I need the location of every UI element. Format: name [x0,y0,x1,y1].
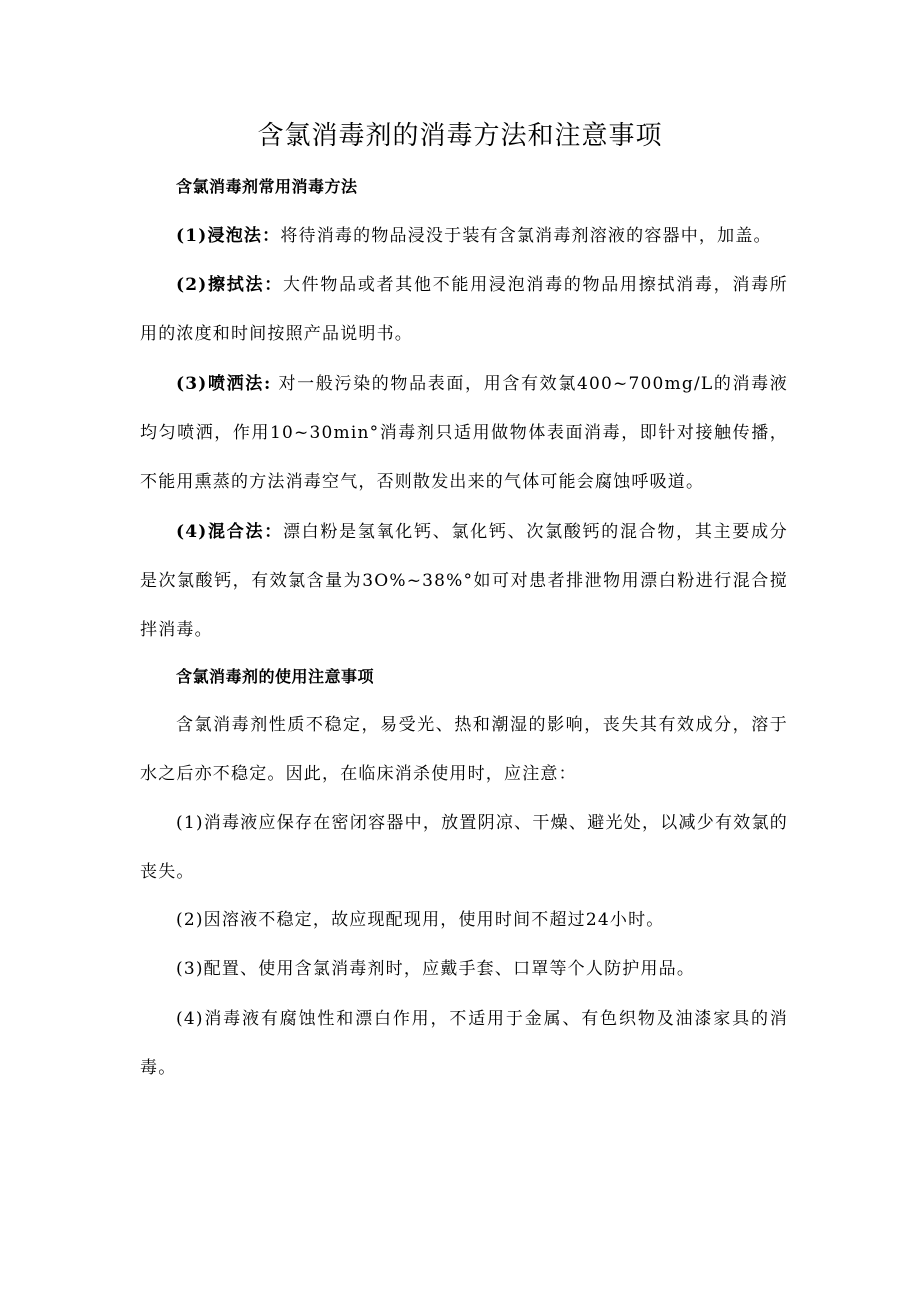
section-heading-methods: 含氯消毒剂常用消毒方法 [176,177,358,196]
precaution-item: (2)因溶液不稳定，故应现配现用，使用时间不超过24小时。 [176,910,665,930]
method-paragraph [140,360,788,507]
method-paragraph [140,212,788,261]
method-label: (3)喷洒法: [176,374,272,394]
precaution-item: (1)消毒液应保存在密闭容器中，放置阴凉、干燥、避光处，以减少有效氯的丧失。 [140,813,788,882]
method-text: 漂白粉是氢氧化钙、氯化钙、次氯酸钙的混合物，其主要成分是次氯酸钙，有效氯含量为3O%~38%°如可对患者排泄物用漂白粉进行混合搅拌消毒。 [140,522,788,640]
method-label: (4)混合法： [176,522,283,542]
method-text: 大件物品或者其他不能用浸泡消毒的物品用擦拭消毒，消毒所用的浓度和时间按照产品说明书。 [140,275,788,344]
precaution-item: (4)消毒液有腐蚀性和漂白作用，不适用于金属、有色织物及油漆家具的消毒。 [140,1009,788,1078]
method-label: (2)擦拭法： [176,275,283,295]
precautions-intro: 含氯消毒剂性质不稳定，易受光、热和潮湿的影响，丧失其有效成分，溶于水之后亦不稳定。因此，在临床消杀使用时，应注意： [140,715,788,784]
method-paragraph [140,261,788,359]
method-text: 将待消毒的物品浸没于装有含氯消毒剂溶液的容器中，加盖。 [280,226,772,246]
section-heading-precautions: 含氯消毒剂的使用注意事项 [176,667,375,686]
method-paragraph [140,508,788,655]
document-title: 含氯消毒剂的消毒方法和注意事项 [257,121,663,151]
method-label: (1)浸泡法： [176,226,281,246]
precaution-item: (3)配置、使用含氯消毒剂时，应戴手套、口罩等个人防护用品。 [176,959,696,979]
method-text: 对一般污染的物品表面，用含有效氯400~700mg/L的消毒液均匀喷洒，作用10~30min°消毒剂只适用做物体表面消毒，即针对接触传播，不能用熏蒸的方法消毒空气，否则散发出来的气体可能会腐蚀呼吸道。 [140,374,788,492]
